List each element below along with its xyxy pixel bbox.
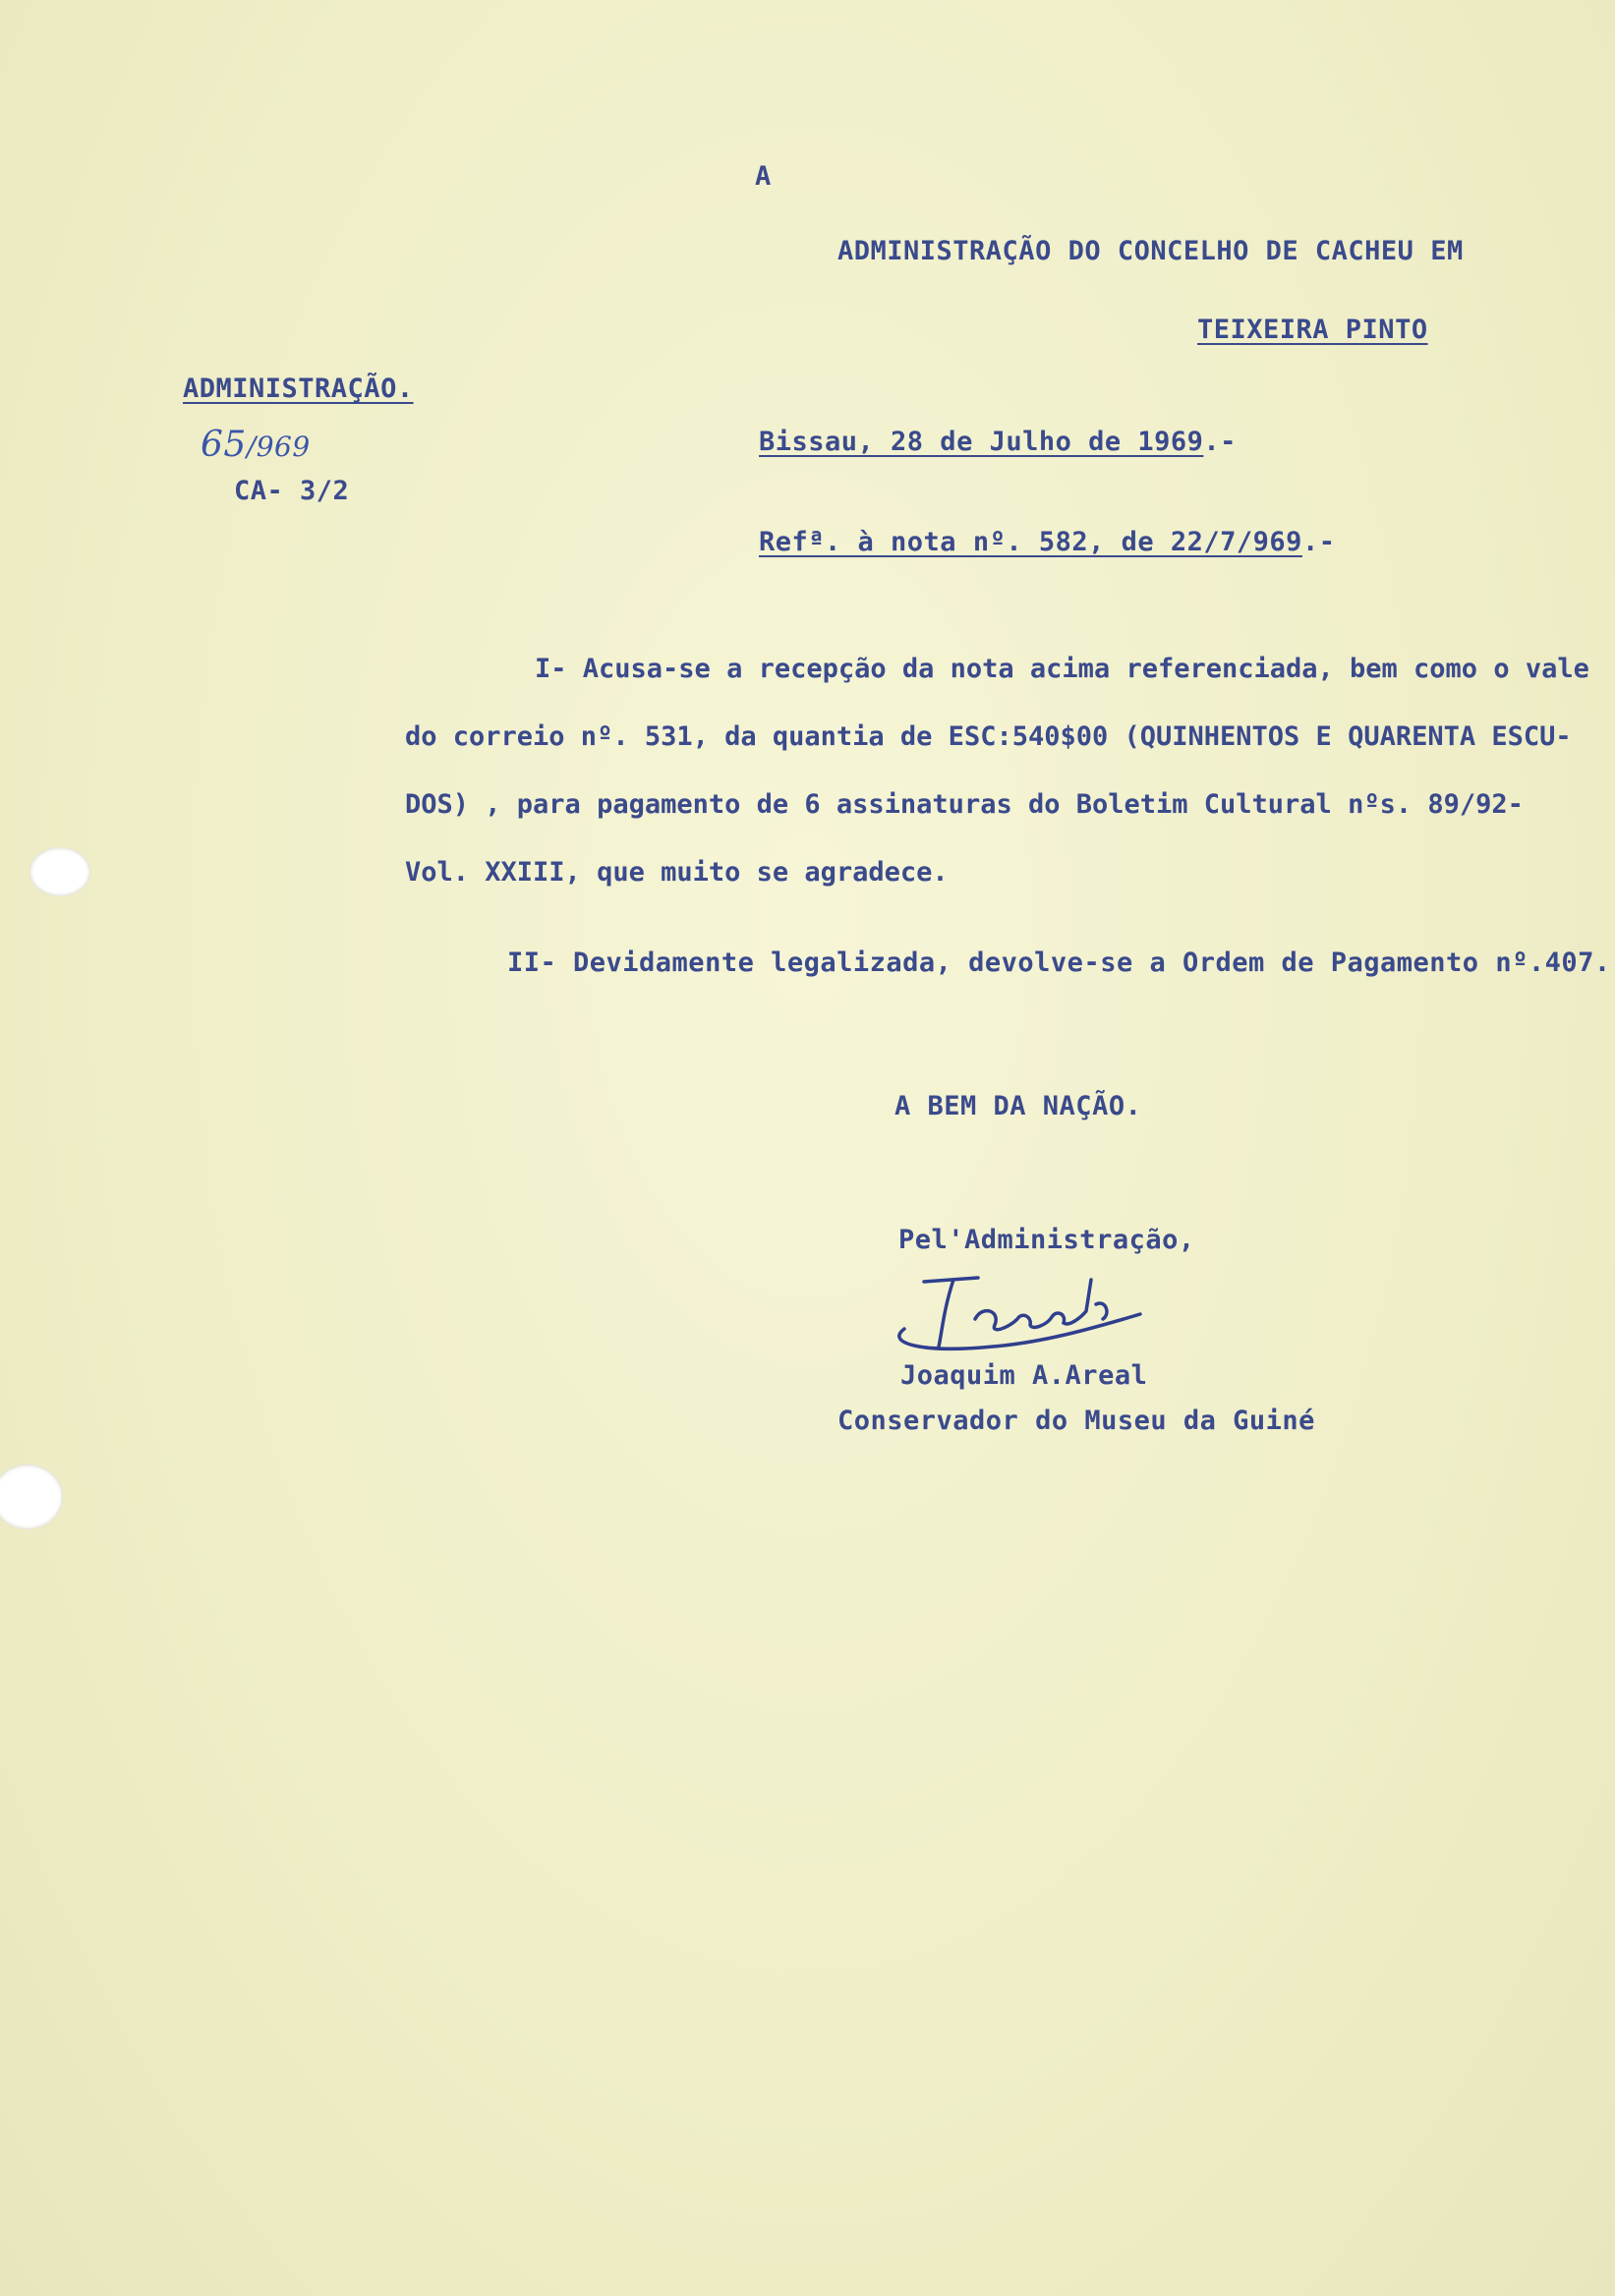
- paragraph-two: II- Devidamente legalizada, devolve-se a Ordem de Pagamento nº.407.: [507, 947, 1611, 978]
- handwritten-signature: [885, 1260, 1180, 1368]
- dateline-suffix: .-: [1203, 427, 1237, 457]
- reference-line: [759, 527, 1335, 557]
- paragraph-one-line2: do correio nº. 531, da quantia de ESC:540$00 (QUINHENTOS E QUARENTA ESCU-: [405, 721, 1572, 752]
- handwritten-number: 65: [201, 425, 247, 465]
- sender-office: ADMINISTRAÇÃO.: [183, 373, 414, 404]
- addressee-prefix: A: [755, 161, 772, 192]
- addressee-line2: TEIXEIRA PINTO: [1197, 315, 1428, 345]
- paragraph-one-line3: DOS) , para pagamento de 6 assinaturas do Boletim Cultural nºs. 89/92-: [405, 789, 1524, 820]
- reference-year: /969: [246, 430, 311, 463]
- signatory-title: Conservador do Museu da Guiné: [837, 1406, 1315, 1436]
- punch-hole-bottom: [0, 1464, 63, 1529]
- paragraph-one: [405, 635, 1589, 906]
- sender-reference: [201, 425, 311, 465]
- paragraph-one-line4: Vol. XXIII, que muito se agradece.: [405, 857, 949, 888]
- punch-hole-top: [29, 847, 90, 896]
- addressee-line1: ADMINISTRAÇÃO DO CONCELHO DE CACHEU EM: [837, 236, 1464, 266]
- signatory-name: Joaquim A.Areal: [900, 1360, 1148, 1391]
- dateline: [759, 427, 1237, 457]
- reference-suffix: .-: [1301, 527, 1336, 557]
- on-behalf: Pel'Administração,: [898, 1225, 1195, 1255]
- reference-text: Refª. à nota nº. 582, de 22/7/969: [759, 527, 1302, 557]
- file-code: CA- 3/2: [234, 476, 350, 506]
- paragraph-one-line1: I- Acusa-se a recepção da nota acima referenciada, bem como o vale: [535, 654, 1589, 684]
- dateline-text: Bissau, 28 de Julho de 1969: [759, 427, 1204, 457]
- salutation: A BEM DA NAÇÃO.: [894, 1091, 1142, 1121]
